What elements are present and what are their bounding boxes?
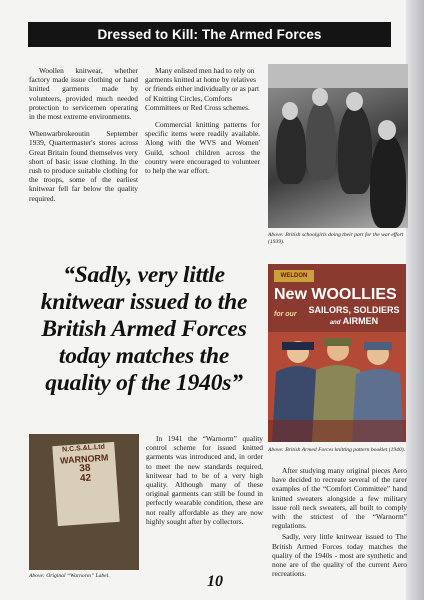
label-line: WARNORM bbox=[59, 452, 109, 466]
paragraph: In 1941 the “Warnorm” quality control scheme for issued knitted garments was introduced and, in order to meet the new standards required, knitwear had to be of a very high quality. Although many of these original garments can still be found in perfectly wearable condition, these are not really affordable as they are now highly sought after by collectors. bbox=[146, 434, 263, 526]
paragraph: After studying many original pieces Aero have decided to recreate several of the rarer examples of the “Comfort Committee” hand knitted sweaters alongside a few military issue roll neck sweaters, all built to comply with the strictest of the “Warnorm” regulations. bbox=[272, 466, 407, 531]
warnorm-label-photo bbox=[29, 434, 139, 570]
article-column-4 bbox=[272, 466, 407, 586]
poster-caption: Above: British Armed Forces knitting pattern booklet (1940). bbox=[268, 447, 406, 453]
servicemen-illustration bbox=[268, 332, 406, 442]
label-caption: Above: Original “Warnorm” Label. bbox=[29, 573, 110, 579]
label-line: 42 bbox=[79, 472, 92, 485]
poster-line-2: SAILORS, SOLDIERS bbox=[308, 305, 400, 315]
poster-for-our: for our bbox=[274, 311, 297, 318]
pull-quote: “Sadly, very little knitwear issued to the British Armed Forces today matches the quality of the 1940s” bbox=[40, 262, 248, 396]
paragraph: Many enlisted men had to rely on garments knitted at home by relatives or friends either individually or as part of Knitting Circles, Comforts Committees or Red Cross schemes. bbox=[145, 66, 260, 112]
poster-headline: New WOOLLIES bbox=[274, 286, 397, 303]
knitting-pattern-poster bbox=[268, 264, 406, 442]
schoolgirls-photo bbox=[268, 64, 408, 228]
article-column-2 bbox=[145, 66, 260, 183]
warnorm-label bbox=[52, 442, 119, 526]
poster-line-3: AIRMEN bbox=[342, 316, 379, 326]
section-header: Dressed to Kill: The Armed Forces bbox=[28, 22, 391, 47]
page-number: 10 bbox=[207, 573, 223, 590]
paragraph: Whenwarbrokeoutin September 1939, Quartermaster's stores across Great Britain found themselves very short of basic issue clothing. In the rush to produce suitable clothing for the troops, some of the earliest knitwear fell far below the quality required. bbox=[29, 129, 138, 203]
paragraph: Sadly, very little knitwear issued to The British Armed Forces today matches the quality of the 1940s - most are synthetic and none are of the quality of the current Aero recreations. bbox=[272, 532, 407, 579]
page-edge-shadow bbox=[406, 0, 424, 600]
poster-brand: WELDON bbox=[274, 270, 314, 282]
poster-and: and bbox=[329, 320, 341, 326]
paragraph: Commercial knitting patterns for specific items were readily available. Along with the WVS and Women' Guild, school children across the country were encouraged to volunteer to help the war effort. bbox=[145, 120, 260, 176]
article-column-1 bbox=[29, 66, 138, 211]
paragraph: Woollen knitwear, whether factory made issue clothing or hand knitted garments made by volunteers, provided much needed protection to servicemen operating in the most extreme environments. bbox=[29, 66, 138, 122]
article-column-3 bbox=[146, 434, 263, 534]
label-line: 38 bbox=[78, 462, 91, 475]
label-line: N.C.S.&L.Ltd bbox=[61, 443, 106, 454]
photo-caption: Above: British schoolgirls doing their part for the war effort (1939). bbox=[268, 232, 404, 245]
